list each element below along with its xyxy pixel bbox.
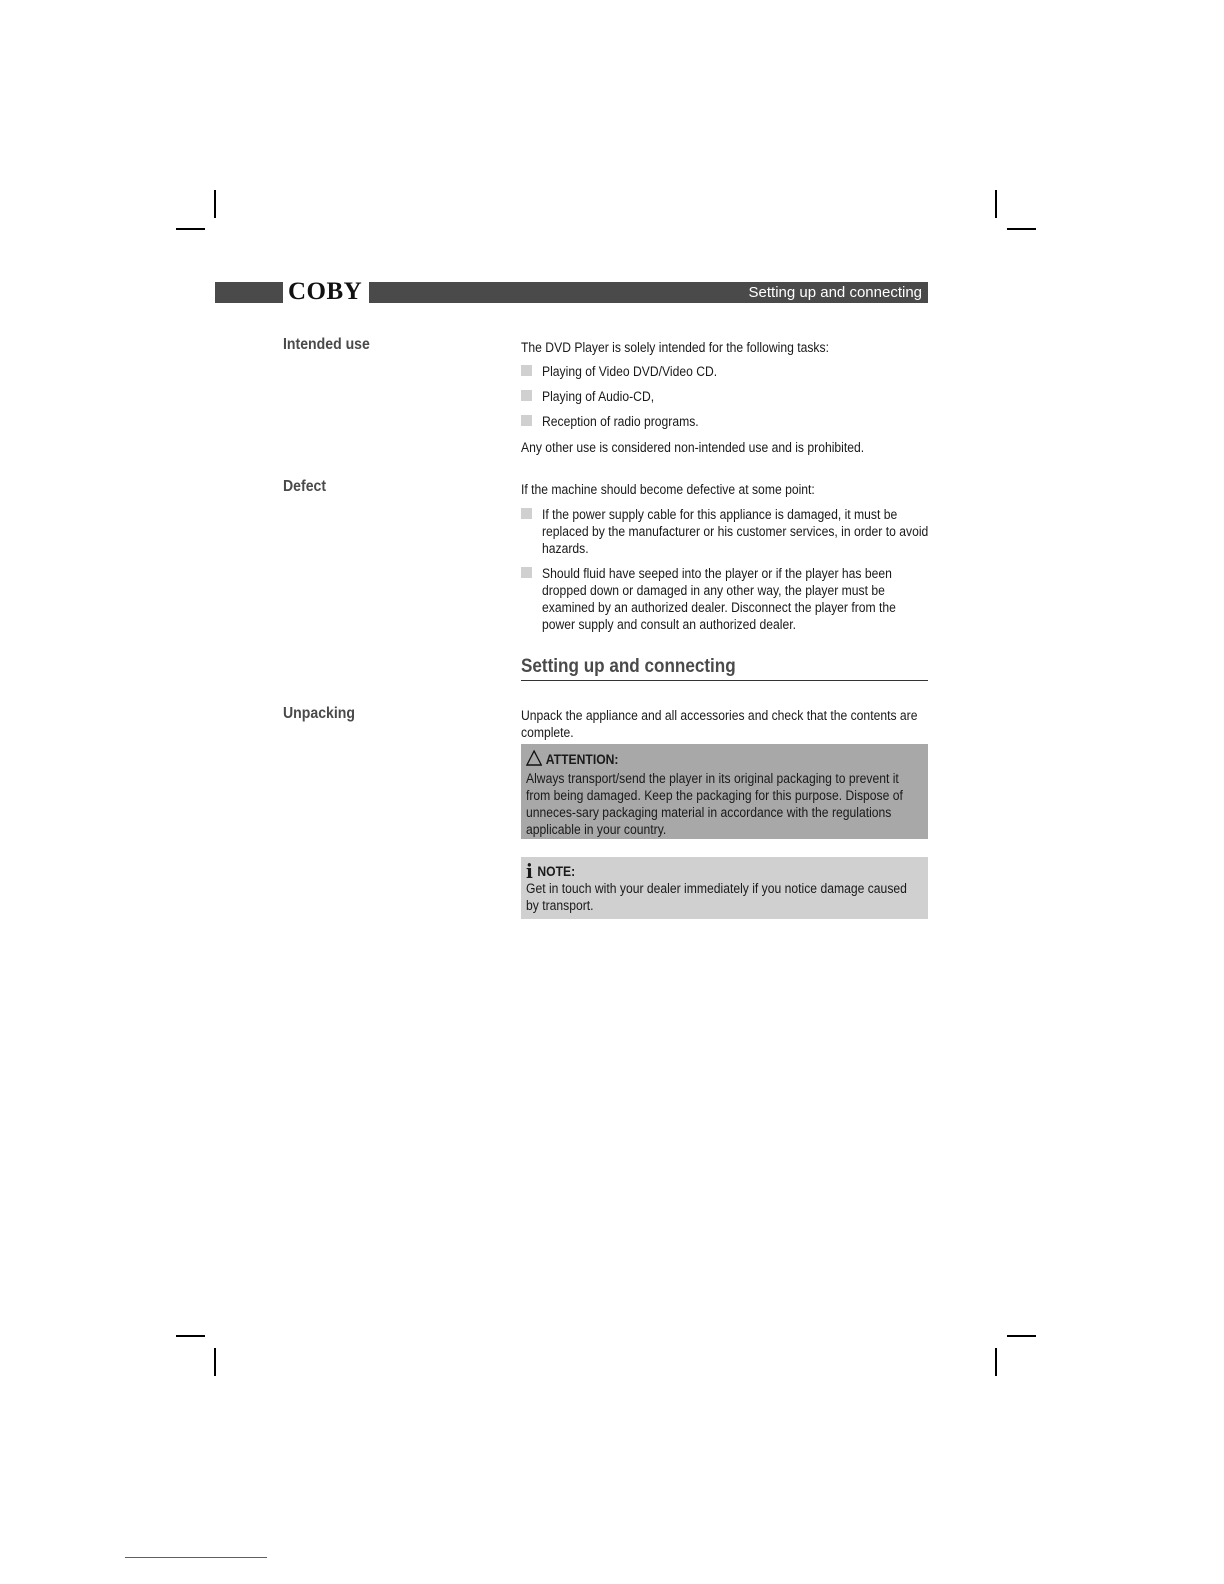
note-box [521,857,928,919]
crop-mark [176,1335,205,1337]
section-heading [521,656,928,681]
bullet-marker [521,567,532,578]
crop-mark [1007,228,1036,230]
crop-mark [214,1348,216,1376]
crop-mark [176,228,205,230]
intended-use-outro: Any other use is considered non-intended use and is prohibited. [521,440,865,455]
crop-mark [1007,1335,1036,1337]
unpacking-text: Unpack the appliance and all accessories and check that the contents are complete. [521,708,918,740]
section-label-defect: Defect [283,478,327,495]
attention-title-row [526,750,883,770]
header-section-title: Setting up and connecting [369,282,928,303]
list-item: Reception of radio programs. [542,414,699,429]
crop-mark [214,190,216,218]
section-heading-text: Setting up and connecting [521,656,736,677]
list-item: Should fluid have seeped into the player or if the player has been dropped down or damaged in any other way, the player must be examined by an authorized dealer. Disconnect the player from the power supply and consult an authorized dealer. [542,566,896,632]
header-bar-left [215,282,283,303]
list-item: If the power supply cable for this appliance is damaged, it must be replaced by the manufacturer or his customer services, in order to avoid hazards. [542,507,929,556]
list-item: Playing of Audio-CD, [542,389,655,404]
section-label-intended-use: Intended use [283,336,370,353]
bullet-marker [521,365,532,376]
note-title: NOTE: [537,864,576,879]
note-text: Get in touch with your dealer immediately if you notice damage caused by transport. [526,881,907,913]
attention-text: Always transport/send the player in its original packaging to prevent it from being damaged. Keep the packaging for this purpose. Dispose of unneces-sary packaging material in accordance with the regulations applicable in your country. [526,771,903,837]
attention-box [521,744,928,839]
crop-mark [995,190,997,218]
section-label-unpacking: Unpacking [283,705,355,722]
attention-title: ATTENTION: [545,752,619,767]
note-title-row [526,859,883,883]
bullet-marker [521,508,532,519]
list-item: Playing of Video DVD/Video CD. [542,364,718,379]
bullet-marker [521,390,532,401]
crop-mark [995,1348,997,1376]
warning-triangle-icon [526,750,542,770]
intended-use-intro: The DVD Player is solely intended for the following tasks: [521,340,829,355]
footer-line [125,1557,267,1558]
bullet-marker [521,415,532,426]
defect-intro: If the machine should become defective at some point: [521,482,815,497]
info-icon: i [526,859,533,883]
brand-logo: COBY [288,278,363,305]
